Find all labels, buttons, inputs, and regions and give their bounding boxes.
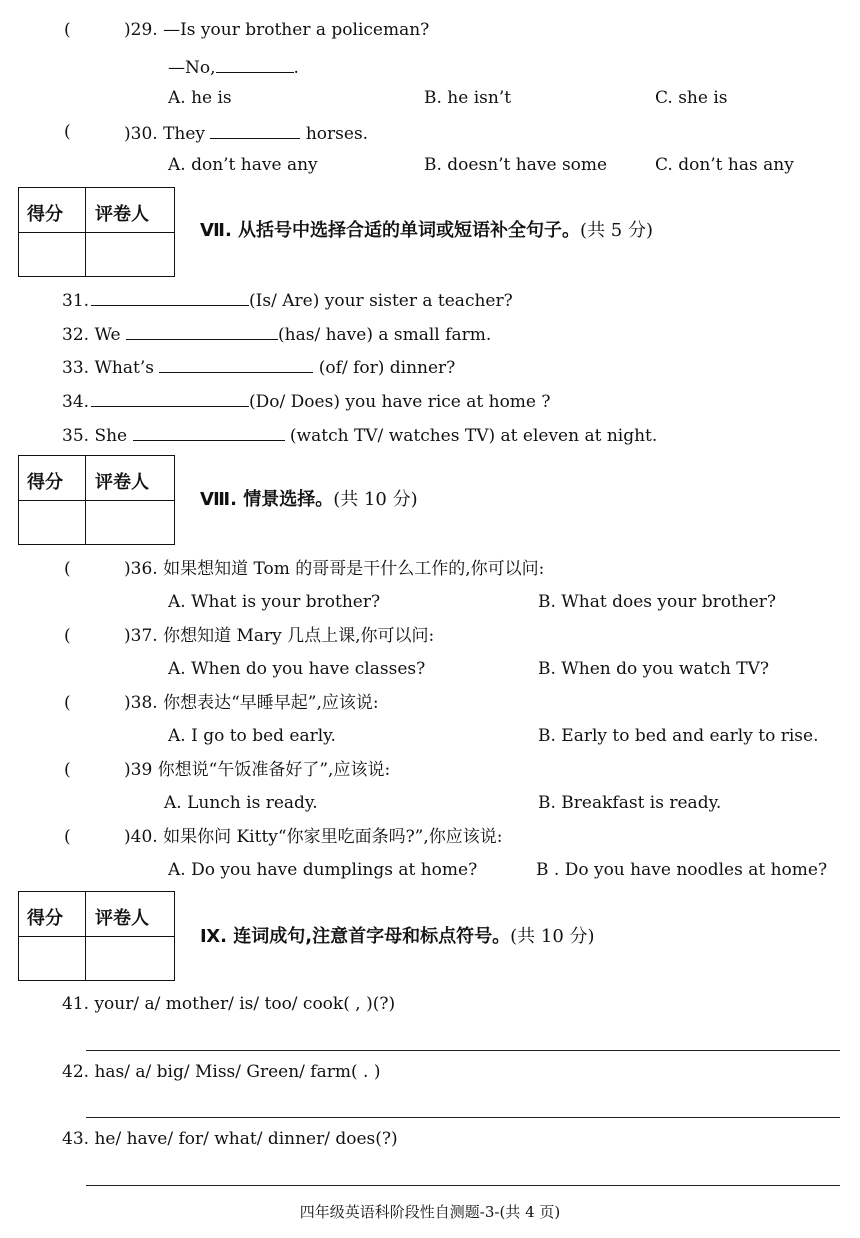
reorder-item-41: 41. your/ a/ mother/ is/ too/ cook( , )(?): [62, 994, 396, 1014]
grader-label: 评卷人: [95, 908, 149, 929]
option-40-b[interactable]: B . Do you have noodles at home?: [536, 860, 828, 880]
item-prefix: 31.: [62, 291, 90, 311]
answer-blank-29[interactable]: [216, 58, 294, 73]
reorder-item-43: 43. he/ have/ for/ what/ dinner/ does(?): [62, 1129, 398, 1149]
score-label: 得分: [27, 204, 63, 225]
stem-post: horses.: [305, 124, 369, 144]
score-label: 得分: [27, 472, 63, 493]
answer-paren-38[interactable]: (: [64, 693, 71, 713]
fill-item-34: [62, 392, 551, 411]
answer-blank-31[interactable]: [91, 291, 249, 306]
option-30-b[interactable]: B. doesn’t have some: [424, 155, 608, 175]
grader-label: 评卷人: [95, 204, 149, 225]
option-40-a[interactable]: A. Do you have dumplings at home?: [168, 860, 478, 880]
question-39-stem: )39 你想说“午饭准备好了”,应该说:: [124, 760, 391, 780]
item-suffix: (has/ have) a small farm.: [278, 325, 492, 345]
answer-line-43[interactable]: [86, 1185, 840, 1186]
question-37-stem: )37. 你想知道 Mary 几点上课,你可以问:: [124, 626, 435, 646]
item-suffix: (Is/ Are) your sister a teacher?: [249, 291, 513, 311]
option-36-b[interactable]: B. What does your brother?: [538, 592, 777, 612]
option-29-b[interactable]: B. he isn’t: [424, 88, 512, 108]
answer-line-41[interactable]: [86, 1050, 840, 1051]
option-30-c[interactable]: C. don’t has any: [655, 155, 794, 175]
option-39-a[interactable]: A. Lunch is ready.: [164, 793, 318, 813]
section-9-title: [200, 928, 595, 946]
question-29-reply: [168, 58, 299, 77]
item-prefix: 32. We: [62, 325, 121, 345]
score-box-9: [18, 891, 175, 981]
option-29-c[interactable]: C. she is: [655, 88, 728, 108]
reply-prefix: —No,: [168, 58, 216, 78]
score-box-divider: [85, 188, 86, 276]
score-box-divider: [85, 456, 86, 544]
section-8-heading: Ⅷ. 情景选择。: [200, 489, 334, 510]
fill-item-31: [62, 291, 513, 310]
stem-pre: )30. They: [124, 124, 206, 144]
item-suffix: (watch TV/ watches TV) at eleven at night.: [289, 426, 658, 446]
item-prefix: 33. What’s: [62, 358, 154, 378]
option-38-a[interactable]: A. I go to bed early.: [168, 726, 336, 746]
answer-blank-34[interactable]: [91, 392, 249, 407]
answer-paren-40[interactable]: (: [64, 827, 71, 847]
answer-paren-29[interactable]: (: [64, 20, 71, 40]
score-box-divider: [85, 892, 86, 980]
question-29-stem: )29. —Is your brother a policeman?: [124, 20, 430, 40]
option-39-b[interactable]: B. Breakfast is ready.: [538, 793, 722, 813]
section-9-heading: Ⅸ. 连词成句,注意首字母和标点符号。: [200, 926, 511, 947]
reorder-item-42: 42. has/ a/ big/ Miss/ Green/ farm( . ): [62, 1062, 381, 1082]
answer-blank-30[interactable]: [210, 124, 300, 139]
score-box-7: [18, 187, 175, 277]
item-suffix: (Do/ Does) you have rice at home ?: [249, 392, 551, 412]
reply-suffix: .: [293, 58, 299, 78]
section-9-points: (共 10 分): [510, 926, 595, 947]
option-37-a[interactable]: A. When do you have classes?: [168, 659, 426, 679]
answer-paren-36[interactable]: (: [64, 559, 71, 579]
section-7-points: (共 5 分): [580, 220, 653, 241]
question-36-stem: )36. 如果想知道 Tom 的哥哥是干什么工作的,你可以问:: [124, 559, 545, 579]
option-36-a[interactable]: A. What is your brother?: [168, 592, 381, 612]
section-7-title: [200, 222, 653, 240]
item-prefix: 35. She: [62, 426, 128, 446]
fill-item-32: [62, 325, 491, 344]
answer-paren-30[interactable]: (: [64, 122, 71, 142]
section-8-points: (共 10 分): [333, 489, 418, 510]
question-38-stem: )38. 你想表达“早睡早起”,应该说:: [124, 693, 379, 713]
section-8-title: [200, 491, 418, 509]
fill-item-35: [62, 426, 657, 445]
answer-paren-37[interactable]: (: [64, 626, 71, 646]
option-38-b[interactable]: B. Early to bed and early to rise.: [538, 726, 819, 746]
answer-blank-33[interactable]: [159, 358, 313, 373]
item-prefix: 34.: [62, 392, 90, 412]
option-37-b[interactable]: B. When do you watch TV?: [538, 659, 769, 679]
option-30-a[interactable]: A. don’t have any: [168, 155, 318, 175]
score-box-8: [18, 455, 175, 545]
fill-item-33: [62, 358, 455, 377]
grader-label: 评卷人: [95, 472, 149, 493]
answer-line-42[interactable]: [86, 1117, 840, 1118]
option-29-a[interactable]: A. he is: [168, 88, 232, 108]
item-suffix: (of/ for) dinner?: [318, 358, 456, 378]
question-30-stem: [124, 124, 368, 143]
answer-blank-32[interactable]: [126, 325, 278, 340]
section-7-heading: Ⅶ. 从括号中选择合适的单词或短语补全句子。: [200, 220, 581, 241]
answer-paren-39[interactable]: (: [64, 760, 71, 780]
score-label: 得分: [27, 908, 63, 929]
page-footer: 四年级英语科阶段性自测题-3-(共 4 页): [299, 1203, 561, 1221]
question-40-stem: )40. 如果你问 Kitty“你家里吃面条吗?”,你应该说:: [124, 827, 503, 847]
answer-blank-35[interactable]: [133, 426, 285, 441]
